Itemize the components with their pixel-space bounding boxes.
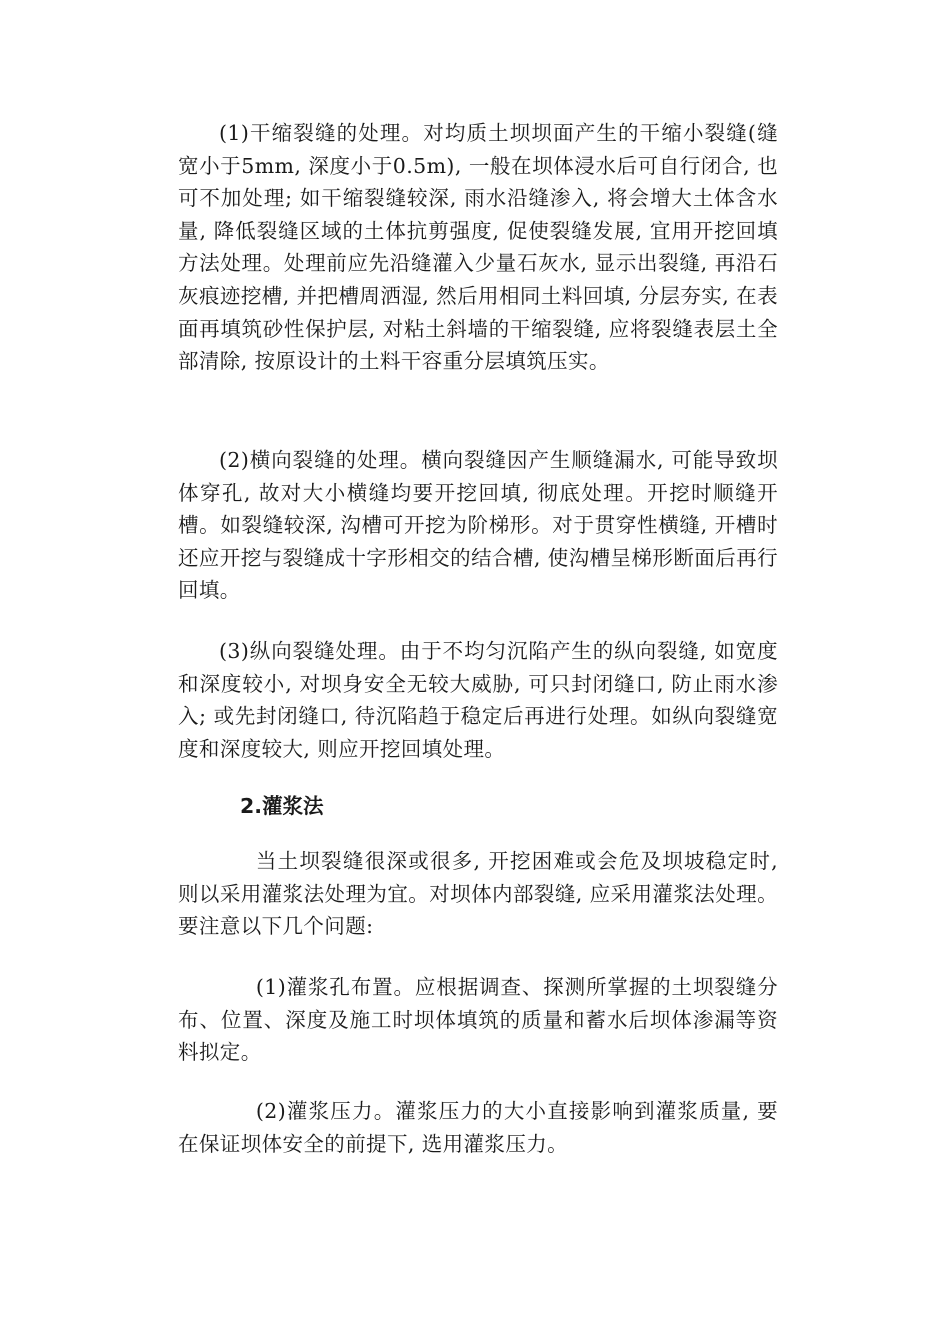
paragraph-grouting-holes: (1)灌浆孔布置。应根据调查、探测所掌握的土坝裂缝分布、位置、深度及施工时坝体填筑的质量和蓄水后坝体渗漏等资料拟定。 — [178, 975, 778, 1065]
section-heading-grouting: 2.灌浆法 — [240, 794, 324, 818]
paragraph-grouting-pressure: (2)灌浆压力。灌浆压力的大小直接影响到灌浆质量, 要在保证坝体安全的前提下, 选用灌浆压力。 — [178, 1099, 778, 1156]
paragraph-dry-shrinkage-cracks: (1)干缩裂缝的处理。对均质土坝坝面产生的干缩小裂缝(缝宽小于5mm, 深度小于0.5m), 一般在坝体浸水后可自行闭合, 也可不加处理; 如干缩裂缝较深, 雨水沿缝渗入, 将会增大土体含水量, 降低裂缝区域的土体抗剪强度, 促使裂缝发展, 宜用开挖回填方法处理。处理前应先沿缝灌入少量石灰水, 显示出裂缝, 再沿石灰痕迹挖槽, 并把槽周洒湿, 然后用相同土料回填, 分层夯实, 在表面再填筑砂性保护层, 对粘土斜墙的干缩裂缝, 应将裂缝表层土全部清除, 按原设计的土料干容重分层填筑压实。 — [178, 121, 778, 374]
paragraph-longitudinal-cracks: (3)纵向裂缝处理。由于不均匀沉陷产生的纵向裂缝, 如宽度和深度较小, 对坝身安全无较大威胁, 可只封闭缝口, 防止雨水渗入; 或先封闭缝口, 待沉陷趋于稳定后再进行处理。如纵向裂缝宽度和深度较大, 则应开挖回填处理。 — [178, 639, 778, 761]
paragraph-grouting-intro: 当土坝裂缝很深或很多, 开挖困难或会危及坝坡稳定时, 则以采用灌浆法处理为宜。对坝体内部裂缝, 应采用灌浆法处理。要注意以下几个问题: — [178, 849, 778, 939]
paragraph-transverse-cracks: (2)横向裂缝的处理。横向裂缝因产生顺缝漏水, 可能导致坝体穿孔, 故对大小横缝均要开挖回填, 彻底处理。开挖时顺缝开槽。如裂缝较深, 沟槽可开挖为阶梯形。对于贯穿性横缝, 开槽时还应开挖与裂缝成十字形相交的结合槽, 使沟槽呈梯形断面后再行回填。 — [178, 448, 778, 603]
